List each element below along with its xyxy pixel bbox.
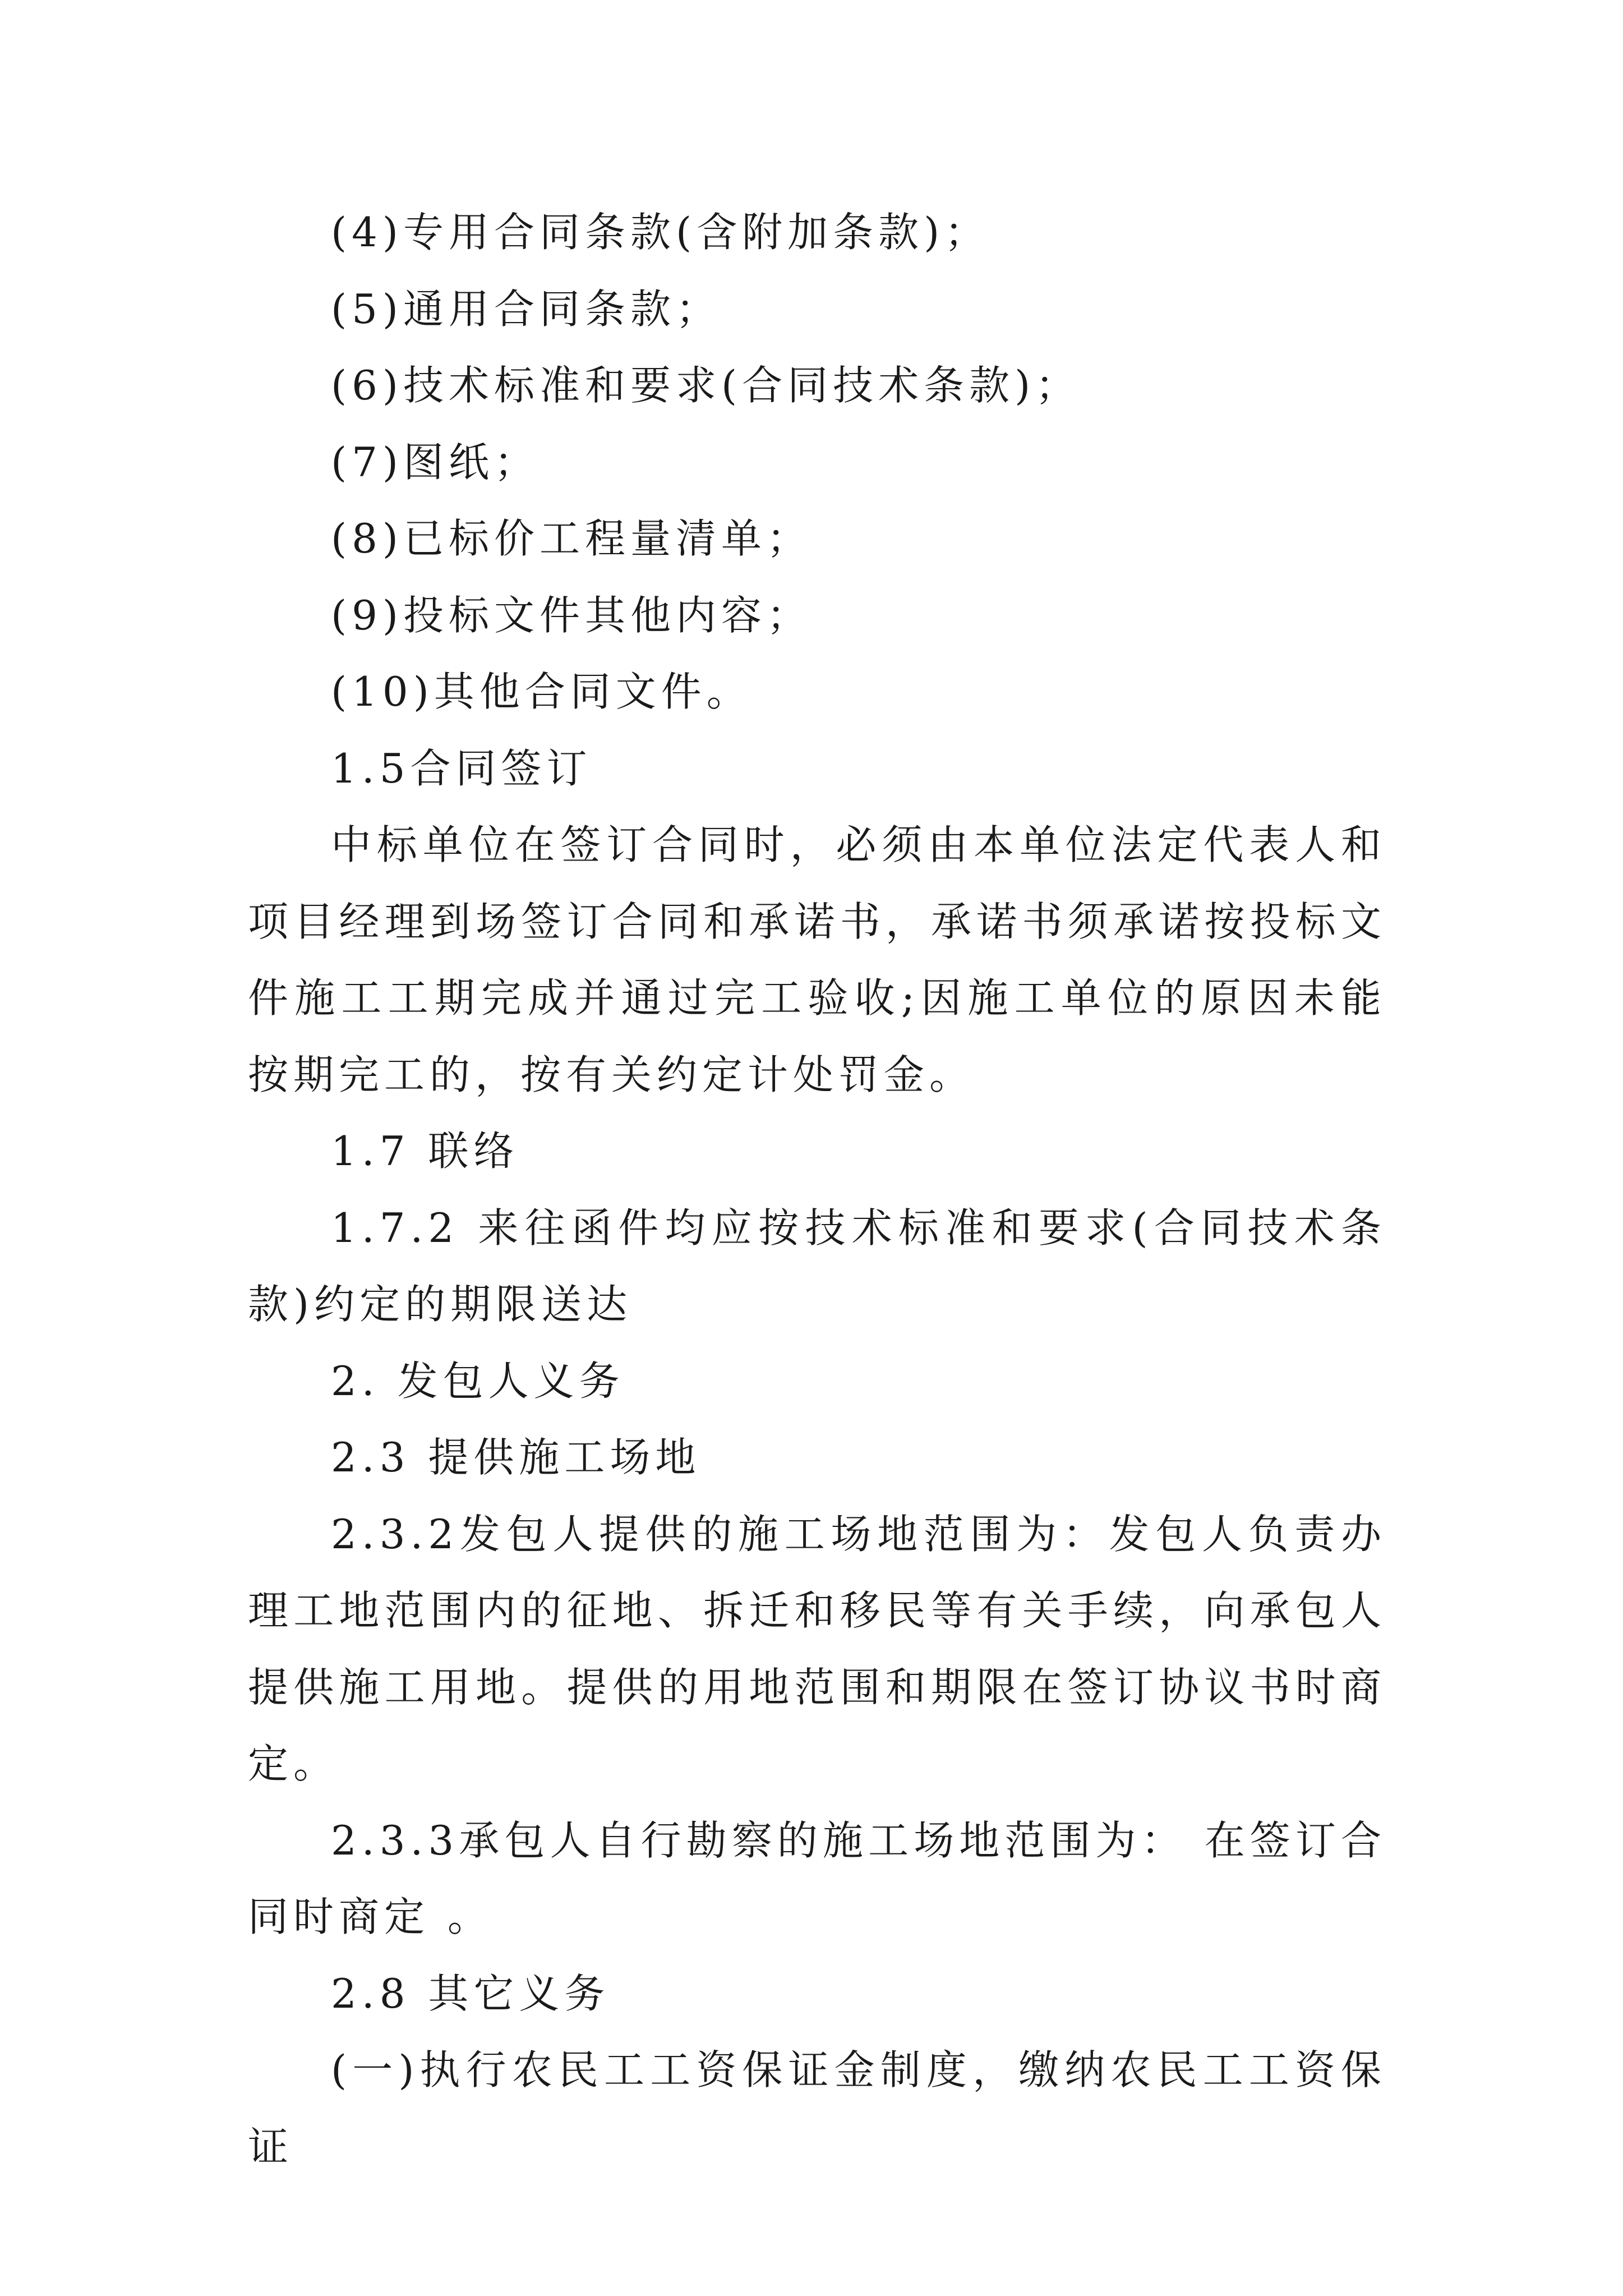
list-item-7: (7)图纸； (331, 438, 540, 486)
body-paragraph-1-7-2: 1.7.2 来往函件均应按技术标准和要求(合同技术条款)约定的期限送达 (248, 1204, 1386, 1328)
list-item-4: (4)专用合同条款(含附加条款)； (331, 209, 990, 256)
body-paragraph-2-3-3: 2.3.3承包人自行勘察的施工场地范围为： 在签订合同时商定 。 (248, 1816, 1386, 1940)
section-heading-2-8: 2.8 其它义务 (331, 1970, 610, 2017)
list-item-6: (6)技术标准和要求(合同技术条款)； (331, 362, 1081, 409)
list-item-5: (5)通用合同条款； (331, 285, 721, 333)
list-item-8: (8)已标价工程量清单； (331, 515, 812, 562)
body-paragraph-2-3-2: 2.3.2发包人提供的施工场地范围为：发包人负责办理工地范围内的征地、拆迁和移民等有关手续，向承包人提供施工用地。提供的用地范围和期限在签订协议书时商定。 (248, 1510, 1386, 1787)
document-body (248, 194, 1386, 2185)
list-item-9: (9)投标文件其他内容； (331, 591, 812, 639)
section-heading-1-7: 1.7 联络 (331, 1128, 519, 1175)
section-heading-2-3: 2.3 提供施工场地 (331, 1434, 701, 1481)
body-paragraph-contract-signing: 中标单位在签订合同时，必须由本单位法定代表人和项目经理到场签订合同和承诺书，承诺书须承诺按投标文件施工工期完成并通过完工验收;因施工单位的原因未能按期完工的，按有关约定计处罚金。 (248, 821, 1386, 1098)
list-item-10: (10)其他合同文件。 (331, 668, 752, 715)
section-heading-2: 2. 发包人义务 (331, 1357, 625, 1405)
section-heading-1-5: 1.5合同签订 (331, 744, 592, 792)
body-paragraph-2-8-1: (一)执行农民工工资保证金制度，缴纳农民工工资保证 (248, 2046, 1386, 2170)
